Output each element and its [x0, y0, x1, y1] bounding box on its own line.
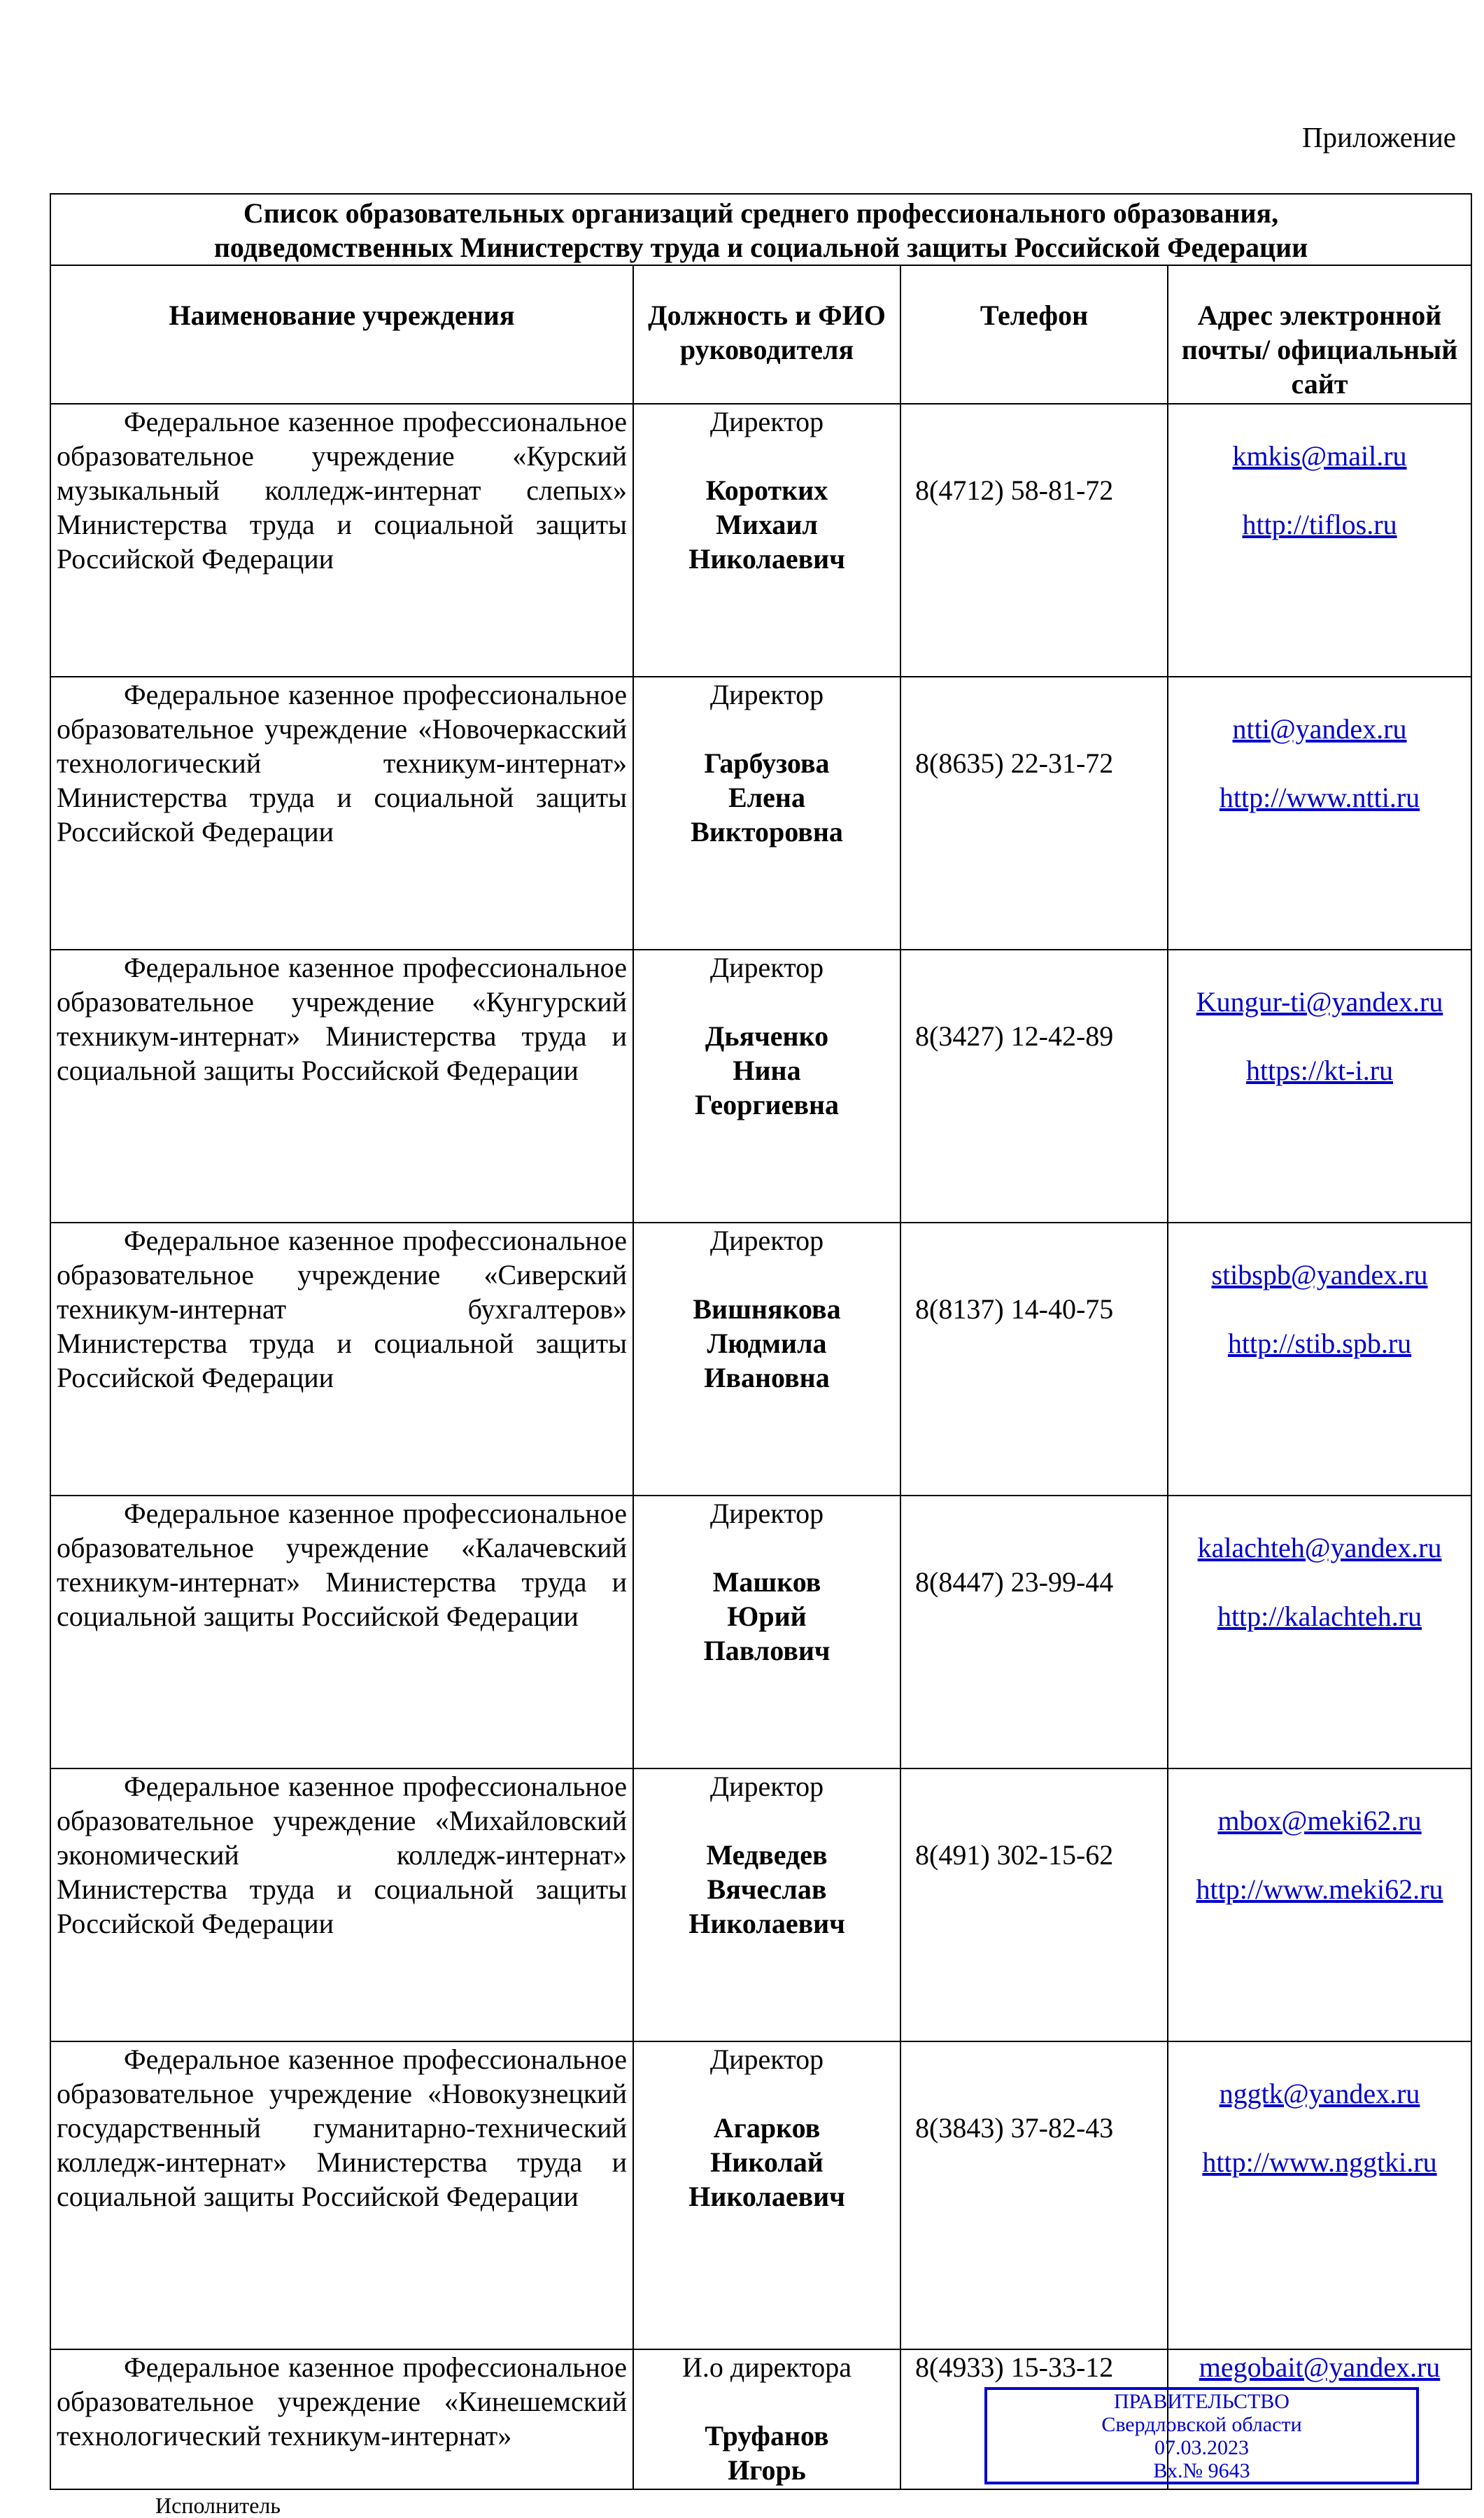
director-cell	[633, 1768, 900, 2041]
director-position: Директор	[709, 406, 824, 437]
director-name-part: Дьяченко	[705, 1020, 829, 1052]
contact-cell	[1168, 1496, 1471, 1768]
director-cell	[633, 2041, 900, 2349]
website-link[interactable]: http://www.meki62.ru	[1196, 1873, 1443, 1905]
table-row	[50, 677, 1471, 950]
table-header-row	[50, 265, 1471, 404]
email-link[interactable]: nggtk@yandex.ru	[1219, 2078, 1420, 2109]
phone: 8(3843) 37-82-43	[900, 2041, 1168, 2349]
director-position: Директор	[709, 952, 824, 983]
table-title: Список образовательных организаций среднего профессионального образования, подведомственных Министерству труда и социальной защиты Российской Федерации	[50, 194, 1471, 265]
director-name-part: Николай	[710, 2146, 824, 2178]
email-link[interactable]: Kungur-ti@yandex.ru	[1196, 986, 1443, 1018]
website-link[interactable]: http://kalachteh.ru	[1217, 1601, 1422, 1632]
registration-stamp: ПРАВИТЕЛЬСТВО Свердловской области 07.03.2023 Вх.№ 9643	[984, 2387, 1419, 2484]
email-link[interactable]: mbox@meki62.ru	[1217, 1805, 1422, 1836]
director-cell	[633, 1496, 900, 1768]
email-link[interactable]: stibspb@yandex.ru	[1211, 1259, 1428, 1290]
director-name-part: Машков	[712, 1566, 821, 1598]
header-director: Должность и ФИО руководителя	[633, 265, 900, 404]
director-name-part: Медведев	[706, 1839, 828, 1871]
header-phone: Телефон	[900, 265, 1168, 404]
table-row	[50, 950, 1471, 1223]
institution-name: Федеральное казенное профессиональное образовательное учреждение «Кунгурский техникум-интернат» Министерства труда и социальной защиты Российской Федерации	[50, 950, 633, 1223]
director-position: Директор	[709, 1225, 824, 1256]
table-row	[50, 1768, 1471, 2041]
director-name-part: Вишнякова	[693, 1293, 841, 1325]
director-cell	[633, 1223, 900, 1496]
table-row	[50, 2041, 1471, 2349]
director-name-part: Николаевич	[688, 1908, 845, 1939]
header-contact: Адрес электронной почты/ официальный сайт	[1168, 265, 1471, 404]
director-name-part: Елена	[728, 782, 805, 813]
organizations-table	[50, 193, 1472, 2490]
website-link[interactable]: http://tiflos.ru	[1242, 509, 1397, 540]
email-link[interactable]: kalachteh@yandex.ru	[1197, 1532, 1442, 1563]
phone: 8(4933) 15-33-12	[900, 2349, 1168, 2489]
contact-cell	[1168, 1768, 1471, 2041]
phone: 8(8447) 23-99-44	[900, 1496, 1168, 1768]
director-cell	[633, 677, 900, 950]
institution-name: Федеральное казенное профессиональное образовательное учреждение «Калачевский техникум-интернат» Министерства труда и социальной защиты Российской Федерации	[50, 1496, 633, 1768]
director-name-part: Труфанов	[705, 2420, 829, 2452]
table-row	[50, 1496, 1471, 1768]
executor-label: Исполнитель	[155, 2493, 281, 2518]
director-name-part: Ивановна	[704, 1362, 830, 1393]
email-link[interactable]: megobait@yandex.ru	[1199, 2351, 1441, 2383]
contact-cell	[1168, 404, 1471, 677]
director-name-part: Игорь	[728, 2454, 806, 2486]
director-position: Директор	[709, 2044, 824, 2075]
director-name-part: Георгиевна	[694, 1089, 839, 1120]
director-name-part: Вячеслав	[707, 1873, 827, 1905]
institution-name: Федеральное казенное профессиональное образовательное учреждение «Новокузнецкий государственный гуманитарно-технический колледж-интернат» Министерства труда и социальной защиты Российской Федерации	[50, 2041, 633, 2349]
phone: 8(8635) 22-31-72	[900, 677, 1168, 950]
header-name: Наименование учреждения	[50, 265, 633, 404]
institution-name: Федеральное казенное профессиональное образовательное учреждение «Михайловский экономический колледж-интернат» Министерства труда и социальной защиты Российской Федерации	[50, 1768, 633, 2041]
contact-cell	[1168, 677, 1471, 950]
website-link[interactable]: http://www.ntti.ru	[1219, 782, 1420, 813]
director-position: Директор	[709, 1498, 824, 1529]
director-name-part: Юрий	[727, 1601, 807, 1632]
contact-cell	[1168, 1223, 1471, 1496]
website-link[interactable]: http://stib.spb.ru	[1227, 1328, 1412, 1359]
director-name-part: Агарков	[713, 2112, 821, 2144]
table-row	[50, 1223, 1471, 1496]
website-link[interactable]: http://www.nggtki.ru	[1202, 2146, 1437, 2178]
director-cell	[633, 2349, 900, 2489]
appendix-label: Приложение	[1301, 121, 1456, 153]
director-name-part: Михаил	[716, 509, 818, 540]
director-position: И.о директора	[681, 2351, 851, 2383]
institution-name: Федеральное казенное профессиональное образовательное учреждение «Кинешемский технологический техникум-интернат»	[50, 2349, 633, 2489]
director-name-part: Николаевич	[688, 2181, 845, 2212]
email-link[interactable]: kmkis@mail.ru	[1232, 440, 1407, 472]
director-cell	[633, 404, 900, 677]
director-name-part: Николаевич	[688, 543, 845, 575]
institution-name: Федеральное казенное профессиональное образовательное учреждение «Курский музыкальный колледж-интернат слепых» Министерства труда и социальной защиты Российской Федерации	[50, 404, 633, 677]
contact-cell	[1168, 2041, 1471, 2349]
director-cell	[633, 950, 900, 1223]
institution-name: Федеральное казенное профессиональное образовательное учреждение «Сиверский техникум-интернат бухгалтеров» Министерства труда и социальной защиты Российской Федерации	[50, 1223, 633, 1496]
website-link[interactable]: https://kt-i.ru	[1246, 1055, 1394, 1086]
director-position: Директор	[709, 1771, 824, 1802]
organizations-table-wrapper	[50, 193, 1471, 2518]
phone: 8(8137) 14-40-75	[900, 1223, 1168, 1496]
table-row	[50, 404, 1471, 677]
contact-cell	[1168, 950, 1471, 1223]
email-link[interactable]: ntti@yandex.ru	[1232, 713, 1407, 745]
director-name-part: Гарбузова	[704, 747, 830, 779]
director-name-part: Павлович	[703, 1635, 831, 1666]
phone: 8(4712) 58-81-72	[900, 404, 1168, 677]
director-name-part: Людмила	[707, 1328, 827, 1359]
phone: 8(3427) 12-42-89	[900, 950, 1168, 1223]
phone: 8(491) 302-15-62	[900, 1768, 1168, 2041]
institution-name: Федеральное казенное профессиональное образовательное учреждение «Новочеркасский технологический техникум-интернат» Министерства труда и социальной защиты Российской Федерации	[50, 677, 633, 950]
director-name-part: Коротких	[705, 474, 828, 506]
table-title-row	[50, 194, 1471, 265]
director-name-part: Нина	[733, 1055, 801, 1086]
director-position: Директор	[709, 679, 824, 710]
director-name-part: Викторовна	[691, 816, 843, 847]
